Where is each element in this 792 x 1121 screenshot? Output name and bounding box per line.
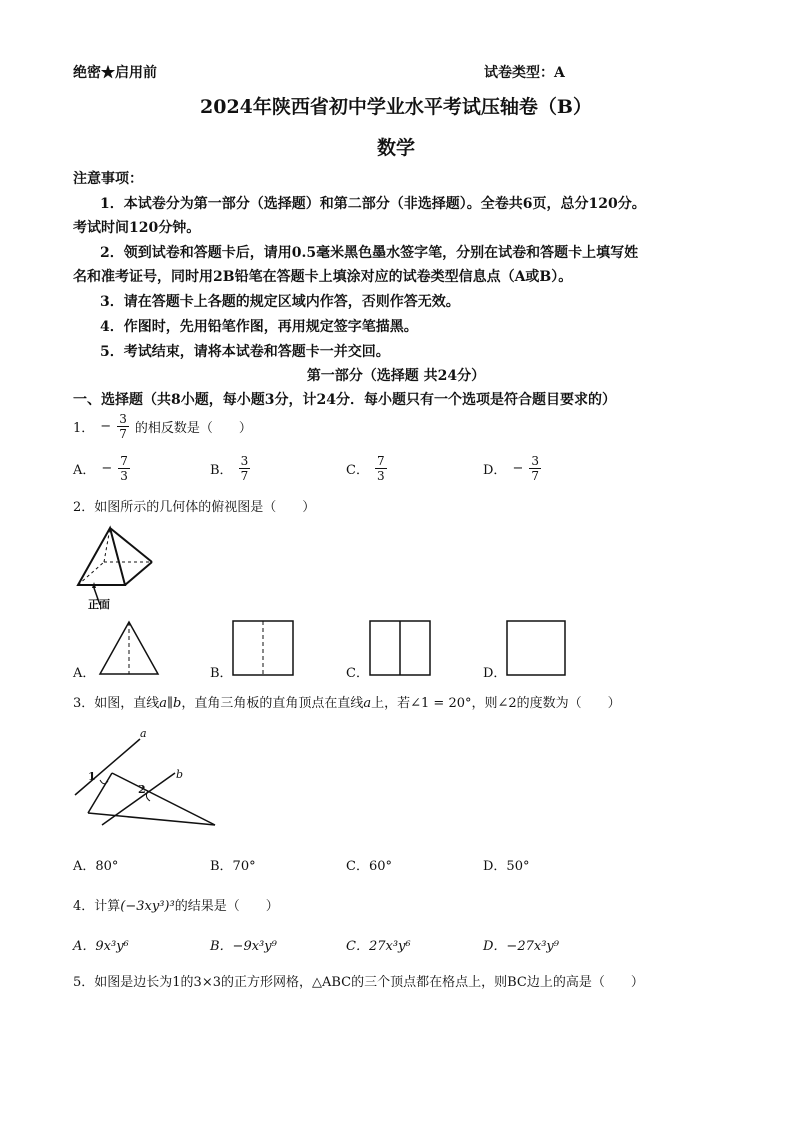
q3-label-a: a bbox=[140, 727, 147, 740]
part1-heading: 第一部分（选择题 共24分） bbox=[306, 368, 486, 384]
notice-item-3: 3．请在答题卡上各题的规定区域内作答，否则作答无效。 bbox=[100, 294, 460, 310]
q1-option-a-bottom: 3 bbox=[120, 469, 128, 483]
q1-option-c-fraction bbox=[375, 454, 387, 483]
exam-title: 2024年陕西省初中学业水平考试压轴卷（B） bbox=[200, 96, 592, 118]
q4-text-b: 的结果是（ ） bbox=[174, 899, 279, 914]
q3-text-e: 上，若∠1 = 20°，则∠2的度数为（ ） bbox=[371, 696, 621, 711]
q2-option-c[interactable]: C． bbox=[346, 666, 369, 681]
paper-type-label: 试卷类型：A bbox=[484, 65, 565, 81]
q2-option-a[interactable]: A． bbox=[73, 666, 96, 681]
confidential-label: 绝密★启用前 bbox=[73, 65, 157, 81]
q4-option-d[interactable]: D．−27x³y⁹ bbox=[483, 939, 559, 954]
q4-option-c[interactable]: C．27x³y⁶ bbox=[346, 939, 411, 954]
q3-label-b: b bbox=[176, 768, 184, 781]
notice-heading: 注意事项： bbox=[73, 171, 143, 187]
q2-option-c-shape bbox=[369, 620, 431, 676]
q1-option-b-fraction bbox=[239, 454, 251, 483]
q1-option-b-bottom: 7 bbox=[240, 469, 249, 483]
q1-option-a-fraction bbox=[118, 454, 130, 483]
q3-label-2: 2 bbox=[138, 783, 146, 796]
q2-option-d-shape bbox=[506, 620, 566, 676]
q1-text: 的相反数是（ ） bbox=[134, 421, 252, 436]
q1-number: 1． bbox=[73, 421, 95, 436]
q2-option-d[interactable]: D． bbox=[483, 666, 507, 681]
q1-sign: − bbox=[100, 419, 112, 434]
q2-option-a-shape bbox=[98, 620, 160, 676]
q1-fraction-bottom: 7 bbox=[119, 427, 127, 441]
q1-option-c[interactable] bbox=[346, 454, 387, 483]
notice-item-2: 2．领到试卷和答题卡后，请用0.5毫米黑色墨水签字笔，分别在试卷和答题卡上填写姓 bbox=[100, 245, 639, 261]
q1-option-d-sign: − bbox=[512, 461, 524, 476]
q1-option-b-label: B． bbox=[210, 463, 233, 478]
q3-option-c[interactable]: C．60° bbox=[346, 859, 392, 874]
q1-option-c-label: C． bbox=[346, 463, 369, 478]
q1-option-a[interactable] bbox=[73, 454, 130, 483]
q1-option-a-top: 7 bbox=[120, 454, 128, 468]
question-5: 5．如图是边长为1的3×3的正方形网格，△ABC的三个顶点都在格点上，则BC边上的高是（ ） bbox=[73, 975, 644, 990]
q3-option-a[interactable]: A．80° bbox=[73, 859, 119, 874]
q1-fraction bbox=[117, 412, 129, 441]
q1-option-d[interactable] bbox=[483, 454, 541, 483]
q3-option-b[interactable]: B．70° bbox=[210, 859, 256, 874]
question-2: 2．如图所示的几何体的俯视图是（ ） bbox=[73, 500, 316, 515]
q1-option-c-bottom: 3 bbox=[376, 469, 385, 483]
notice-item-1: 1．本试卷分为第一部分（选择题）和第二部分（非选择题）。全卷共6页，总分120分。 bbox=[100, 196, 646, 212]
q1-option-d-label: D． bbox=[483, 463, 507, 478]
q1-option-d-fraction bbox=[529, 454, 541, 483]
question-3 bbox=[73, 692, 621, 711]
section-heading: 一、选择题（共8小题，每小题3分，计24分．每小题只有一个选项是符合题目要求的） bbox=[73, 392, 616, 408]
notice-item-2-cont: 名和准考证号，同时用2B铅笔在答题卡上填涂对应的试卷类型信息点（A或B）。 bbox=[73, 269, 573, 285]
q1-option-a-sign: − bbox=[101, 461, 113, 476]
subject-title: 数学 bbox=[376, 137, 415, 159]
notice-item-1-cont: 考试时间120分钟。 bbox=[73, 220, 201, 236]
question-1 bbox=[73, 412, 252, 441]
notice-item-5: 5．考试结束，请将本试卷和答题卡一并交回。 bbox=[100, 344, 390, 360]
q1-option-b[interactable] bbox=[210, 454, 250, 483]
q3-option-d[interactable]: D．50° bbox=[483, 859, 530, 874]
q1-option-c-top: 7 bbox=[376, 454, 385, 468]
q2-option-b-shape bbox=[232, 620, 294, 676]
q4-text-a: 4．计算 bbox=[73, 899, 121, 914]
q2-option-b[interactable]: B． bbox=[210, 666, 233, 681]
question-4 bbox=[73, 895, 279, 914]
q4-expression: (−3xy³)³ bbox=[120, 899, 175, 914]
q3-label-1: 1 bbox=[88, 770, 96, 783]
notice-item-4: 4．作图时，先用铅笔作图，再用规定签字笔描黑。 bbox=[100, 319, 418, 335]
q2-prism-figure bbox=[70, 520, 160, 615]
q2-front-label: 正面 bbox=[88, 598, 110, 611]
q3-parallel: a∥b bbox=[159, 696, 182, 711]
q1-fraction-top: 3 bbox=[119, 412, 127, 426]
q1-option-a-label: A． bbox=[73, 463, 96, 478]
q1-option-d-top: 3 bbox=[531, 454, 539, 468]
q4-option-a[interactable]: A．9x³y⁶ bbox=[73, 939, 129, 954]
q3-text-c: ，直角三角板的直角顶点在直线 bbox=[181, 696, 364, 711]
q3-line-a: a bbox=[363, 696, 372, 711]
q1-option-d-bottom: 7 bbox=[531, 469, 539, 483]
q4-option-b[interactable]: B．−9x³y⁹ bbox=[210, 939, 277, 954]
q3-text-a: 3．如图，直线 bbox=[73, 696, 160, 711]
q1-option-b-top: 3 bbox=[240, 454, 249, 468]
